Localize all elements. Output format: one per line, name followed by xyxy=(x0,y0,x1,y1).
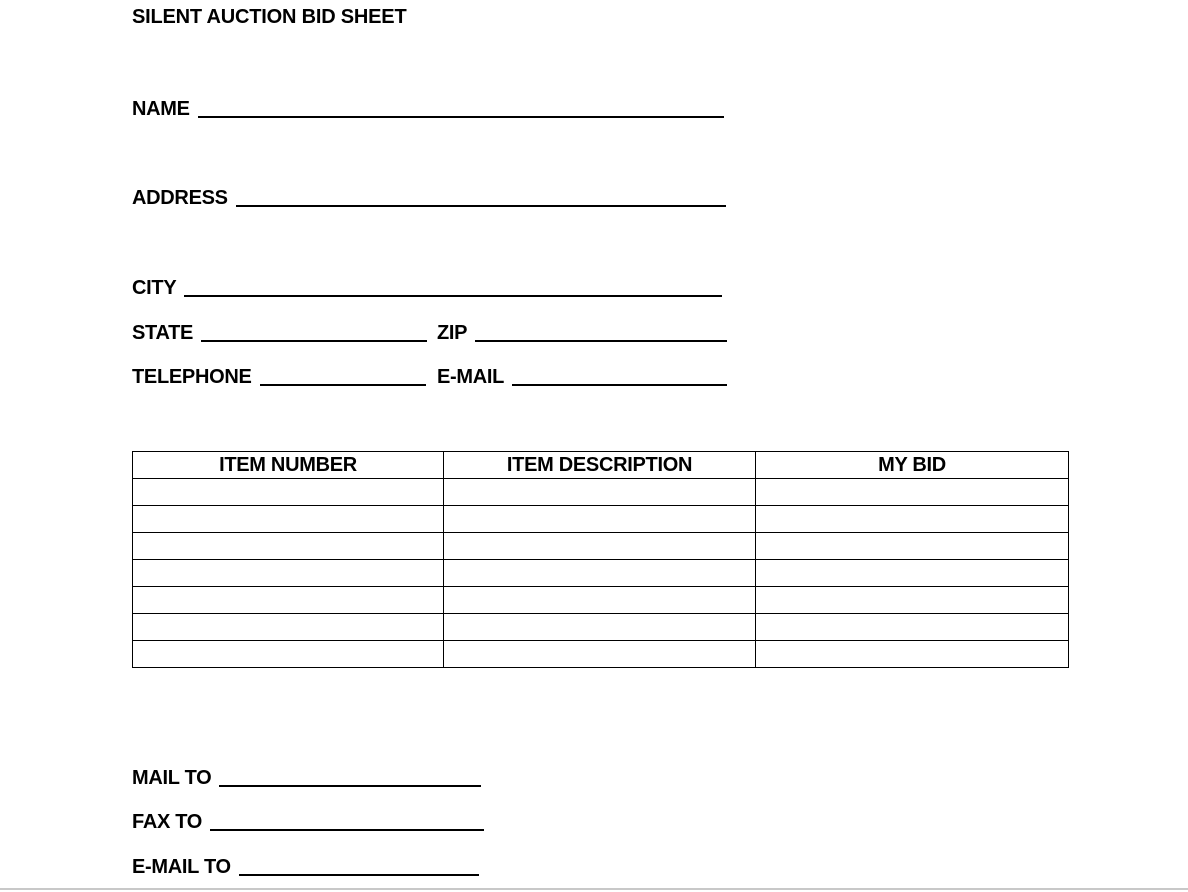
item-number-cell[interactable] xyxy=(133,479,444,506)
my-bid-cell[interactable] xyxy=(756,560,1069,587)
my-bid-cell[interactable] xyxy=(756,587,1069,614)
item-number-cell[interactable] xyxy=(133,560,444,587)
mail-to-row xyxy=(132,761,481,789)
table-row xyxy=(133,641,1069,668)
address-row xyxy=(132,181,726,209)
email-to-field[interactable] xyxy=(239,874,479,876)
my-bid-cell[interactable] xyxy=(756,533,1069,560)
item-number-cell[interactable] xyxy=(133,587,444,614)
item-description-header: ITEM DESCRIPTION xyxy=(444,452,756,479)
telephone-label: TELEPHONE xyxy=(132,366,252,388)
table-row xyxy=(133,506,1069,533)
bid-table-body xyxy=(133,479,1069,668)
my-bid-cell[interactable] xyxy=(756,506,1069,533)
email-field[interactable] xyxy=(512,384,727,386)
table-row xyxy=(133,560,1069,587)
table-row xyxy=(133,587,1069,614)
table-row xyxy=(133,614,1069,641)
page-title: SILENT AUCTION BID SHEET xyxy=(132,6,407,28)
item-description-cell[interactable] xyxy=(444,614,756,641)
telephone-row xyxy=(132,360,426,388)
state-label: STATE xyxy=(132,322,194,344)
fax-to-field[interactable] xyxy=(210,829,484,831)
my-bid-cell[interactable] xyxy=(756,479,1069,506)
state-row xyxy=(132,316,427,344)
zip-field[interactable] xyxy=(475,340,727,342)
item-description-cell[interactable] xyxy=(444,479,756,506)
zip-label: ZIP xyxy=(437,322,468,344)
state-field[interactable] xyxy=(201,340,427,342)
email-row xyxy=(437,360,727,388)
name-row xyxy=(132,92,724,120)
item-number-header: ITEM NUMBER xyxy=(133,452,444,479)
table-row xyxy=(133,533,1069,560)
my-bid-header: MY BID xyxy=(756,452,1069,479)
name-label: NAME xyxy=(132,98,190,120)
page-bottom-divider xyxy=(0,888,1188,890)
address-field[interactable] xyxy=(236,205,726,207)
zip-row xyxy=(437,316,727,344)
my-bid-cell[interactable] xyxy=(756,641,1069,668)
email-label: E-MAIL xyxy=(437,366,505,388)
item-number-cell[interactable] xyxy=(133,614,444,641)
name-field[interactable] xyxy=(198,116,724,118)
city-label: CITY xyxy=(132,277,177,299)
email-to-row xyxy=(132,850,479,878)
city-field[interactable] xyxy=(184,295,722,297)
bid-table-header-row xyxy=(133,452,1069,479)
item-number-cell[interactable] xyxy=(133,641,444,668)
fax-to-label: FAX TO xyxy=(132,811,203,833)
item-description-cell[interactable] xyxy=(444,587,756,614)
item-description-cell[interactable] xyxy=(444,506,756,533)
address-label: ADDRESS xyxy=(132,187,228,209)
mail-to-field[interactable] xyxy=(219,785,481,787)
fax-to-row xyxy=(132,805,484,833)
item-description-cell[interactable] xyxy=(444,533,756,560)
email-to-label: E-MAIL TO xyxy=(132,856,231,878)
item-description-cell[interactable] xyxy=(444,560,756,587)
item-number-cell[interactable] xyxy=(133,533,444,560)
city-row xyxy=(132,271,722,299)
my-bid-cell[interactable] xyxy=(756,614,1069,641)
telephone-field[interactable] xyxy=(260,384,426,386)
mail-to-label: MAIL TO xyxy=(132,767,212,789)
bid-table xyxy=(132,451,1069,668)
item-number-cell[interactable] xyxy=(133,506,444,533)
table-row xyxy=(133,479,1069,506)
item-description-cell[interactable] xyxy=(444,641,756,668)
